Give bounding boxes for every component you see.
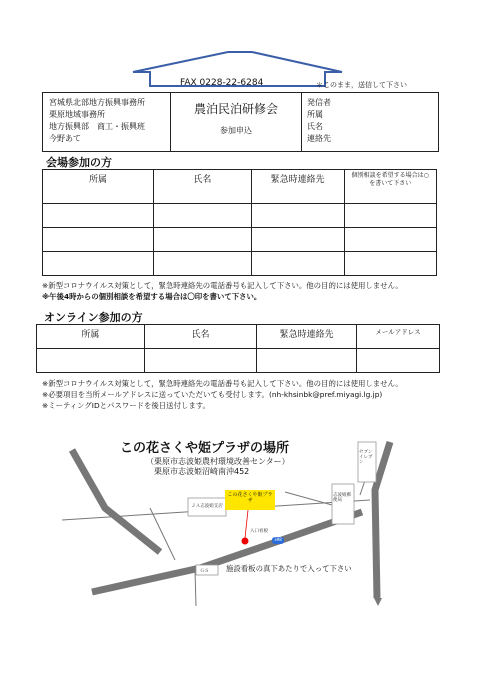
map-title: この花さくや姫プラザの場所 — [120, 441, 290, 456]
onsite-heading: 会場参加の方 — [46, 156, 112, 169]
sender-block — [307, 97, 331, 145]
sender-line: 発信者 — [307, 98, 331, 107]
recipient-line: 栗原地域事務所 — [49, 110, 105, 119]
sender-line: 所属 — [307, 110, 323, 119]
entrance-label: 入口看板 — [250, 529, 268, 534]
column-header: 所属 — [43, 170, 154, 204]
consultation-cell[interactable] — [344, 252, 436, 276]
entrance-marker — [242, 538, 249, 545]
post-office-label: 志波姫郵便局 — [333, 493, 351, 503]
affiliation-cell[interactable] — [43, 252, 154, 276]
fax-note: ＊このまま，送信して下さい — [316, 81, 407, 89]
consultation-cell[interactable] — [344, 228, 436, 252]
column-header: 個別相談を希望する場合は○を書いて下さい — [344, 170, 436, 204]
sender-line: 連絡先 — [307, 134, 331, 143]
name-cell[interactable] — [154, 252, 252, 276]
onsite-note-bold: ※午後4時からの個別相談を希望する場合は〇印を書いて下さい。 — [42, 292, 262, 301]
consultation-cell[interactable] — [344, 204, 436, 228]
column-header: メールアドレス — [357, 325, 440, 349]
online-note: ※新型コロナウイルス対策として，緊急時連絡先の電話番号も記入して下さい。他の目的には使用しません。 — [42, 379, 403, 388]
venue-label: この花さくや姫プラザ — [227, 492, 273, 504]
onsite-note: ※新型コロナウイルス対策として，緊急時連絡先の電話番号も記入して下さい。他の目的には使用しません。 — [42, 281, 403, 290]
onsite-table — [42, 169, 437, 276]
table-row — [43, 204, 437, 228]
direction-arrow — [374, 598, 382, 606]
side-road — [195, 570, 196, 606]
info-box — [42, 92, 439, 152]
online-heading: オンライン参加の方 — [44, 311, 143, 324]
recipient-block — [43, 93, 171, 151]
table-row — [43, 252, 437, 276]
online-note: ※ミーティングIDとパスワードを後日送付します。 — [42, 401, 210, 410]
map-address: 栗原市志波姫沼崎南沖452 — [154, 467, 250, 476]
name-cell[interactable] — [144, 349, 257, 373]
recipient-line: 宮城県北部地方振興事務所 — [49, 98, 145, 107]
emergency-contact-cell[interactable] — [251, 228, 344, 252]
route-number: 398 — [274, 537, 282, 542]
affiliation-cell[interactable] — [37, 349, 145, 373]
recipient-line: 地方振興部 商工・振興班 — [49, 122, 145, 131]
main-road — [92, 512, 362, 592]
ja-label: ＪＡ志波姫支店 — [191, 504, 223, 509]
online-table — [36, 324, 440, 373]
seven-label: セブンイレブン — [359, 450, 373, 465]
emergency-contact-cell[interactable] — [257, 349, 357, 373]
column-header: 緊急時連絡先 — [251, 170, 344, 204]
table-row — [37, 349, 440, 373]
event-subtitle: 参加申込 — [220, 126, 252, 135]
gs-label: ＧＳ — [200, 569, 209, 574]
emergency-contact-cell[interactable] — [251, 252, 344, 276]
recipient-line: 今野あて — [49, 134, 81, 143]
map-subtitle: （栗原市志波姫農村環境改善センター） — [146, 457, 290, 466]
sender-line: 氏名 — [307, 122, 323, 131]
column-header: 所属 — [37, 325, 145, 349]
side-road — [150, 508, 175, 560]
map-instruction: 施設看板の真下あたりで入って下さい — [226, 564, 352, 573]
fax-number: FAX 0228-22-6284 — [180, 78, 264, 88]
affiliation-cell[interactable] — [43, 204, 154, 228]
column-header: 氏名 — [154, 170, 252, 204]
name-cell[interactable] — [154, 204, 252, 228]
email-cell[interactable] — [357, 349, 440, 373]
post-office-building — [332, 484, 354, 524]
venue-pointer — [245, 510, 248, 538]
online-note: ※必要項目を当所メールアドレスに送っていただいても受付します。(nh-khsinbk@pref.miyagi.lg.jp) — [42, 390, 383, 399]
table-row — [43, 228, 437, 252]
affiliation-cell[interactable] — [43, 228, 154, 252]
event-title: 農泊民泊研修会 — [193, 102, 278, 116]
emergency-contact-cell[interactable] — [251, 204, 344, 228]
column-header: 緊急時連絡先 — [257, 325, 357, 349]
title-block — [171, 93, 302, 151]
column-header: 氏名 — [144, 325, 257, 349]
name-cell[interactable] — [154, 228, 252, 252]
